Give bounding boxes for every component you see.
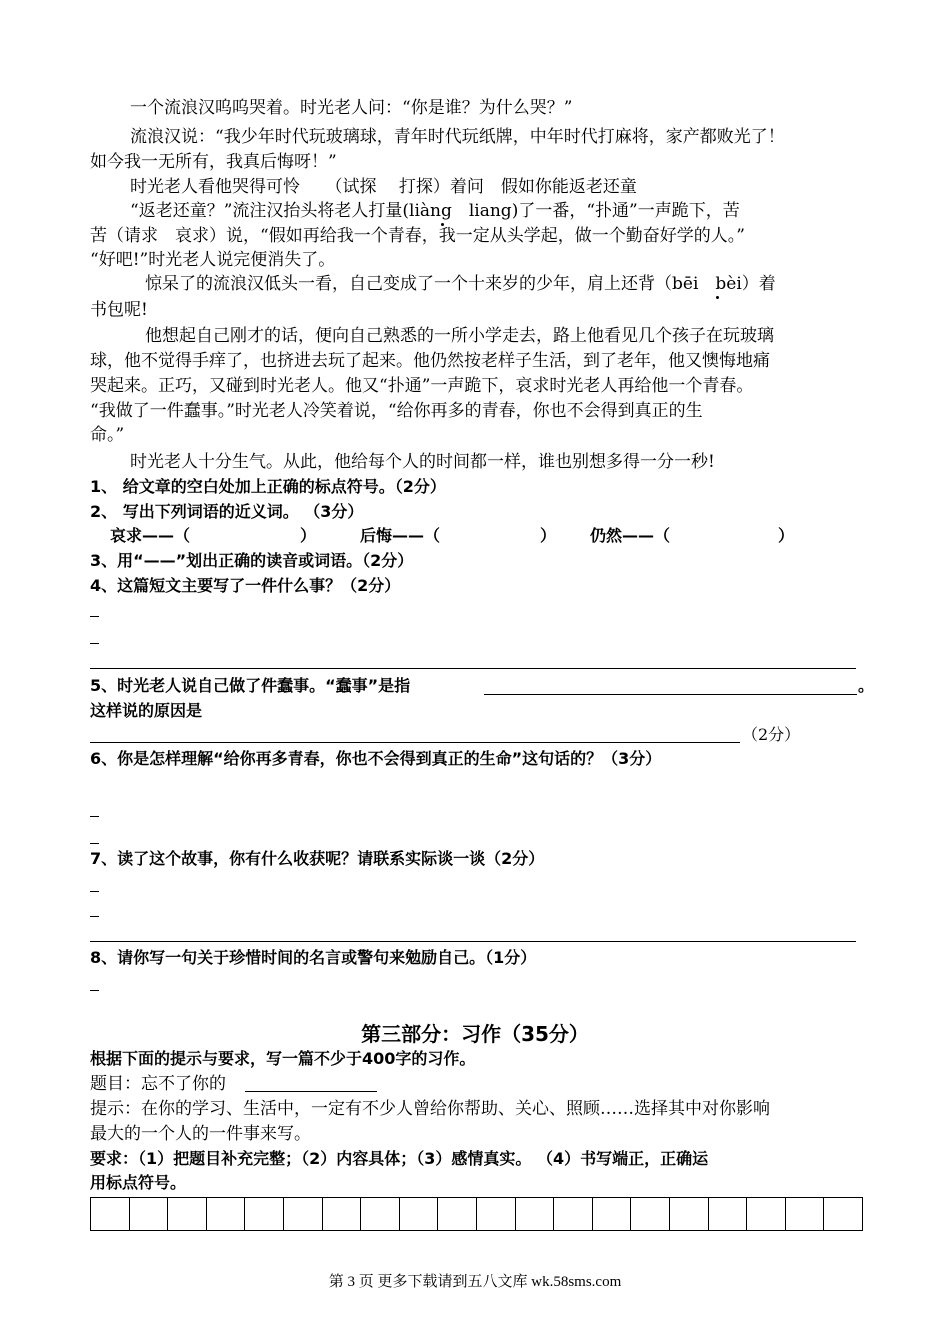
composition-requirements-cont: 用标点符号。: [90, 1173, 187, 1192]
story-paragraph-2-cont: 如今我一无所有，我真后悔呀！”: [90, 152, 337, 172]
answer-line[interactable]: [90, 742, 740, 743]
answer-line[interactable]: [90, 668, 856, 669]
q2-bracket-3: ）: [778, 526, 795, 545]
composition-requirements: 要求：（1）把题目补充完整；（2）内容具体；（3）感情真实。 （4）书写端正，正确运: [90, 1149, 709, 1168]
story-paragraph-6-line4: “我做了一件蠢事。”时光老人冷笑着说，“给你再多的青春，你也不会得到真正的生: [90, 401, 703, 421]
emphasis-dot: [716, 296, 719, 299]
composition-topic: 题目：忘不了你的: [90, 1074, 226, 1094]
page-footer: 第 3 页 更多下载请到五八文库 wk.58sms.com: [328, 1274, 622, 1290]
grid-cell[interactable]: [91, 1197, 130, 1231]
question-5-reason: 这样说的原因是: [90, 701, 203, 720]
grid-cell[interactable]: [323, 1197, 362, 1231]
story-paragraph-1: 一个流浪汉呜呜哭着。时光老人问：“你是谁？为什么哭？”: [130, 98, 573, 118]
question-8: 8、请你写一句关于珍惜时间的名言或警句来勉励自己。（1分）: [90, 948, 537, 967]
writing-grid[interactable]: [90, 1197, 863, 1231]
story-paragraph-2: 流浪汉说：“我少年时代玩玻璃球，青年时代玩纸牌，中年时代打麻将，家产都败光了！: [130, 127, 785, 147]
story-paragraph-5-cont: 书包呢!: [90, 300, 148, 320]
question-6: 6、你是怎样理解“给你再多青春，你也不会得到真正的生命”这句话的？（3分）: [90, 749, 662, 768]
story-paragraph-6-line2: 球，他不觉得手痒了，也挤进去玩了起来。他仍然按老样子生活，到了老年，他又懊悔地痛: [90, 351, 770, 371]
question-3: 3、用“——”划出正确的读音或词语。（2分）: [90, 551, 414, 570]
q2-bracket-1: ）: [300, 526, 317, 545]
grid-cell[interactable]: [747, 1197, 786, 1231]
answer-blank[interactable]: [90, 843, 99, 844]
q5-period: 。: [858, 676, 875, 695]
question-1: 1、 给文章的空白处加上正确的标点符号。（2分）: [90, 477, 446, 496]
question-4: 4、这篇短文主要写了一件什么事？（2分）: [90, 576, 401, 595]
grid-cell[interactable]: [670, 1197, 709, 1231]
story-paragraph-3: 时光老人看他哭得可怜 （试探 打探）着问 假如你能返老还童: [130, 177, 637, 197]
answer-blank[interactable]: [90, 891, 99, 892]
answer-line[interactable]: [90, 941, 856, 942]
grid-cell[interactable]: [709, 1197, 748, 1231]
grid-cell[interactable]: [824, 1197, 863, 1231]
question-2: 2、 写出下列词语的近义词。 （3分）: [90, 502, 364, 521]
story-paragraph-6-line5: 命。”: [90, 425, 125, 445]
topic-blank[interactable]: [245, 1091, 377, 1092]
grid-cell[interactable]: [284, 1197, 323, 1231]
section-title: 第三部分：习作（35分）: [361, 1022, 589, 1046]
story-paragraph-4-cont: 苦（请求 哀求）说，“假如再给我一个青春，我一定从头学起，做一个勤奋好学的人。”: [90, 226, 745, 246]
grid-cell[interactable]: [593, 1197, 632, 1231]
grid-cell[interactable]: [361, 1197, 400, 1231]
answer-blank[interactable]: [90, 916, 99, 917]
composition-hint-cont: 最大的一个人的一件事来写。: [90, 1124, 311, 1144]
grid-cell[interactable]: [207, 1197, 246, 1231]
q2-word-3: 仍然——（: [590, 526, 671, 545]
composition-intro: 根据下面的提示与要求，写一篇不少于400字的习作。: [90, 1049, 476, 1068]
story-paragraph-4-end: “好吧!”时光老人说完便消失了。: [90, 250, 336, 270]
grid-cell[interactable]: [786, 1197, 825, 1231]
grid-cell[interactable]: [516, 1197, 555, 1231]
grid-cell[interactable]: [438, 1197, 477, 1231]
question-7: 7、读了这个故事，你有什么收获呢？请联系实际谈一谈（2分）: [90, 849, 545, 868]
q2-bracket-2: ）: [540, 526, 557, 545]
q2-word-2: 后悔——（: [360, 526, 441, 545]
story-paragraph-6: 他想起自己刚才的话，便向自己熟悉的一所小学走去，路上他看见几个孩子在玩玻璃: [145, 326, 774, 346]
q2-word-1: 哀求——（: [110, 526, 191, 545]
story-paragraph-4: “返老还童？”流注汉抬头将老人打量(liàng liang)了一番，“扑通”一声跪下，苦: [130, 201, 740, 221]
composition-hint: 提示：在你的学习、生活中，一定有不少人曾给你帮助、关心、照顾……选择其中对你影响: [90, 1099, 770, 1119]
q5-score: （2分）: [742, 725, 801, 744]
story-paragraph-5: 惊呆了的流浪汉低头一看，自己变成了一个十来岁的少年，肩上还背（bēi bèi）着: [145, 274, 776, 294]
grid-cell[interactable]: [631, 1197, 670, 1231]
grid-cell[interactable]: [130, 1197, 169, 1231]
story-paragraph-6-line3: 哭起来。正巧，又碰到时光老人。他又“扑通”一声跪下，哀求时光老人再给他一个青春。: [90, 376, 754, 396]
story-paragraph-7: 时光老人十分生气。从此，他给每个人的时间都一样，谁也别想多得一分一秒!: [130, 452, 715, 472]
answer-blank[interactable]: [90, 816, 99, 817]
grid-cell[interactable]: [168, 1197, 207, 1231]
grid-cell[interactable]: [554, 1197, 593, 1231]
grid-cell[interactable]: [245, 1197, 284, 1231]
answer-blank[interactable]: [90, 990, 99, 991]
question-5: 5、时光老人说自己做了件蠢事。“蠢事”是指: [90, 676, 411, 695]
answer-blank[interactable]: [90, 616, 99, 617]
grid-cell[interactable]: [477, 1197, 516, 1231]
grid-cell[interactable]: [400, 1197, 439, 1231]
answer-line[interactable]: [484, 694, 857, 695]
answer-blank[interactable]: [90, 643, 99, 644]
